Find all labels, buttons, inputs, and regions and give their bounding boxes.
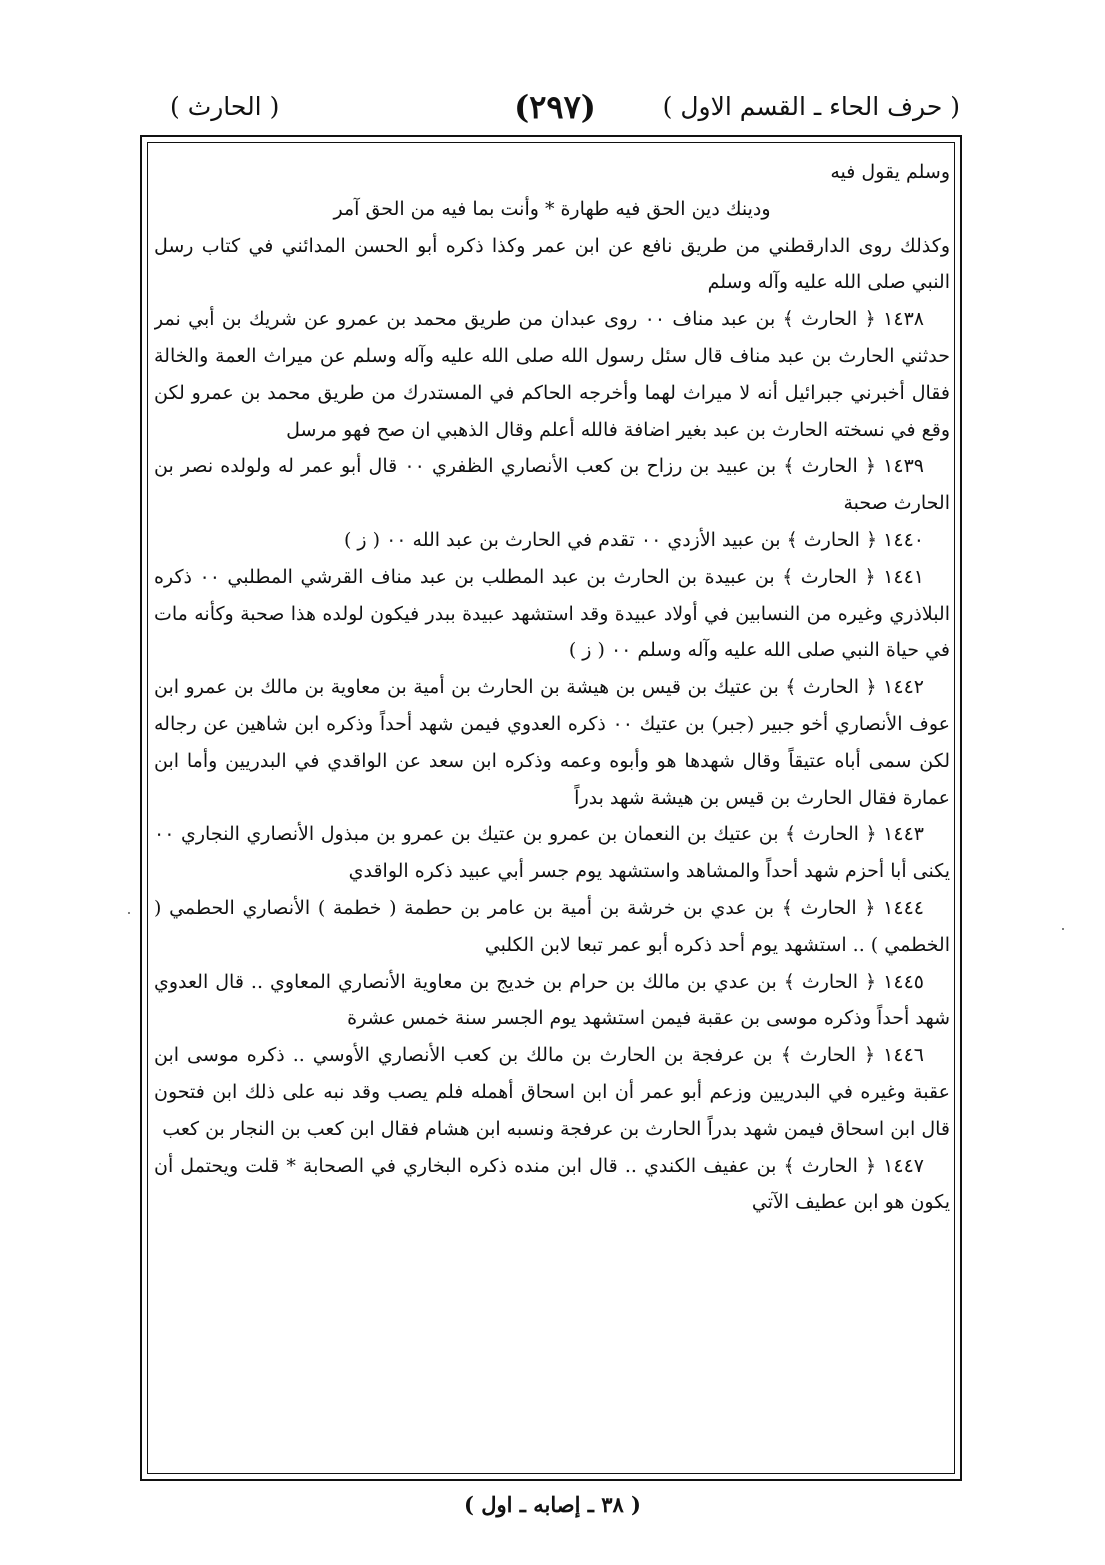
entry-1446: ١٤٤٦ ﴿ الحارث ﴾ بن عرفجة بن الحارث بن مالك بن كعب الأنصاري الأوسي .. ذكره موسى ابن عقبة وغيره في البدريين وزعم أبو عمر أن ابن اسحاق أهمله فلم يصب وقد نبه على ذلك ابن فتحون قال ابن اسحاق فيمن شهد بدراً الحارث بن عرفجة ونسبه ابن هشام فقال ابن كعب بن النجار بن كعب [154,1044,950,1140]
running-head: ( الحارث ) [170,92,280,121]
entry-1442: ١٤٤٢ ﴿ الحارث ﴾ بن عتيك بن قيس بن هيشة بن الحارث بن أمية بن معاوية بن مالك بن عمرو ابن عوف الأنصاري أخو جبير (جبر) بن عتيك ٠٠ ذكره العدوي فيمن شهد أحداً وذكره ابن شاهين عن رجاله لكن سمى أباه عتيقاً وقال شهدها هو وأبوه وعمه وذكره ابن سعد عن الواقدي في البدريين وأما ابن عمارة فقال الحارث بن قيس بن هيشة شهد بدراً [154,676,950,809]
scan-speck [1062,928,1064,930]
text-paragraph: وكذلك روى الدارقطني من طريق نافع عن ابن عمر وكذا ذكره أبو الحسن المدائني في كتاب رسل النبي صلى الله عليه وآله وسلم [154,234,950,294]
entry-1443: ١٤٤٣ ﴿ الحارث ﴾ بن عتيك بن النعمان بن عمرو بن عتيك بن عمرو بن مبذول الأنصاري النجاري ٠٠ يكنى أبا أحزم شهد أحداً والمشاهد واستشهد يوم جسر أبي عبيد ذكره الواقدي [154,823,950,883]
entry-1440: ١٤٤٠ ﴿ الحارث ﴾ بن عبيد الأزدي ٠٠ تقدم في الحارث بن عبد الله ٠٠ ( ز ) [343,528,924,551]
page-number: (٢٩٧) [514,88,596,126]
page-header [150,88,960,136]
entry-1439: ١٤٣٩ ﴿ الحارث ﴾ بن عبيد بن رزاح بن كعب الأنصاري الظفري ٠٠ قال أبو عمر له ولولده نصر بن الحارث صحبة [154,455,950,515]
scan-speck [128,912,130,914]
section-title: ( حرف الحاء ـ القسم الاول ) [662,92,960,121]
entry-1441: ١٤٤١ ﴿ الحارث ﴾ بن عبيدة بن الحارث بن عبد المطلب بن عبد مناف القرشي المطلبي ٠٠ ذكره البلاذري وغيره من النسابين في أولاد عبيدة وقد استشهد عبيدة ببدر فيكون لولده هذا صحبة وكأنه مات في حياة النبي صلى الله عليه وآله وسلم ٠٠ ( ز ) [154,565,950,662]
text-line: وسلم يقول فيه [830,161,950,183]
entry-1447: ١٤٤٧ ﴿ الحارث ﴾ بن عفيف الكندي .. قال ابن منده ذكره البخاري في الصحابة * قلت ويحتمل أن يكون هو ابن عطيف الآتي [154,1154,950,1214]
entry-1438: ١٤٣٨ ﴿ الحارث ﴾ بن عبد مناف ٠٠ روى عبدان من طريق محمد بن عمرو عن شريك بن أبي نمر حدثني الحارث بن عبد مناف قال سئل رسول الله صلى الله عليه وآله وسلم عن ميراث العمة والخالة فقال أخبرني جبرائيل أنه لا ميراث لهما وأخرجه الحاكم في المستدرك من طريق محمد بن عمرو لكن وقع في نسخته الحارث بن عبد بغير اضافة فالله أعلم وقال الذهبي ان صح فهو مرسل [154,308,950,441]
page-body [154,154,950,1464]
entry-1445: ١٤٤٥ ﴿ الحارث ﴾ بن عدي بن مالك بن حرام بن خديج بن معاوية الأنصاري المعاوي .. قال العدوي شهد أحداً وذكره موسى بن عقبة فيمن استشهد يوم الجسر سنة خمس عشرة [154,970,950,1030]
verse-line: ودينك دين الحق فيه طهارة * وأنت بما فيه من الحق آمر [333,197,771,220]
entry-1444: ١٤٤٤ ﴿ الحارث ﴾ بن عدي بن خرشة بن أمية بن عامر بن حطمة ( خطمة ) الأنصاري الحطمي ( الخطمي ) .. استشهد يوم أحد ذكره أبو عمر تبعا لابن الكلبي [154,896,950,956]
signature-mark: ( ٣٨ ـ إصابه ـ اول ) [463,1492,641,1517]
